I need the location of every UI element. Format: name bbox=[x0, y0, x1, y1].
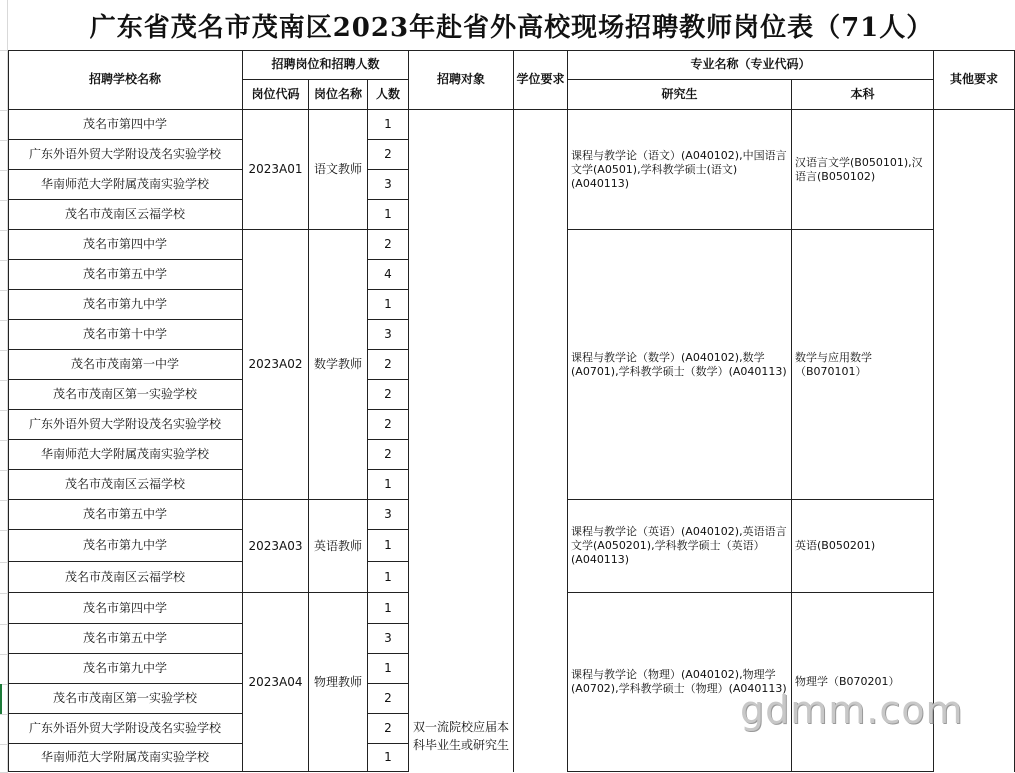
degree-cell[interactable] bbox=[514, 110, 568, 772]
count-cell[interactable]: 1 bbox=[368, 593, 409, 624]
undergraduate-major-cell[interactable]: 英语(B050201) bbox=[792, 500, 934, 593]
post-name-cell[interactable]: 物理教师 bbox=[309, 593, 368, 772]
graduate-major-cell[interactable]: 课程与教学论（数学）(A040102),数学(A0701),学科教学硕士（数学）(A040113) bbox=[568, 230, 792, 500]
count-cell[interactable]: 2 bbox=[368, 140, 409, 170]
header-graduate[interactable]: 研究生 bbox=[568, 80, 792, 110]
header-degree[interactable]: 学位要求 bbox=[514, 50, 568, 110]
school-cell[interactable]: 茂名市第九中学 bbox=[8, 290, 243, 320]
header-major-group[interactable]: 专业名称（专业代码） bbox=[568, 50, 934, 80]
post-code-cell[interactable]: 2023A01 bbox=[243, 110, 309, 230]
graduate-major-cell[interactable]: 课程与教学论（英语）(A040102),英语语言文学(A050201),学科教学硕士（英语）(A040113) bbox=[568, 500, 792, 593]
school-cell[interactable]: 茂名市茂南区云福学校 bbox=[8, 470, 243, 500]
undergraduate-major-cell[interactable]: 物理学（B070201） bbox=[792, 593, 934, 772]
graduate-major-cell[interactable]: 课程与教学论（物理）(A040102),物理学(A0702),学科教学硕士（物理）(A040113) bbox=[568, 593, 792, 772]
school-cell[interactable]: 华南师范大学附属茂南实验学校 bbox=[8, 744, 243, 772]
school-cell[interactable]: 广东外语外贸大学附设茂名实验学校 bbox=[8, 140, 243, 170]
school-cell[interactable]: 茂名市茂南区云福学校 bbox=[8, 200, 243, 230]
post-code-cell[interactable]: 2023A03 bbox=[243, 500, 309, 593]
school-cell[interactable]: 茂名市茂南区第一实验学校 bbox=[8, 380, 243, 410]
header-post-name[interactable]: 岗位名称 bbox=[309, 80, 368, 110]
school-cell[interactable]: 茂名市第五中学 bbox=[8, 260, 243, 290]
header-other[interactable]: 其他要求 bbox=[934, 50, 1015, 110]
count-cell[interactable]: 2 bbox=[368, 714, 409, 744]
count-cell[interactable]: 1 bbox=[368, 530, 409, 562]
count-cell[interactable]: 1 bbox=[368, 110, 409, 140]
undergraduate-major-cell[interactable]: 数学与应用数学（B070101） bbox=[792, 230, 934, 500]
school-cell[interactable]: 广东外语外贸大学附设茂名实验学校 bbox=[8, 410, 243, 440]
count-cell[interactable]: 3 bbox=[368, 320, 409, 350]
header-school[interactable]: 招聘学校名称 bbox=[8, 50, 243, 110]
school-cell[interactable]: 茂名市第四中学 bbox=[8, 110, 243, 140]
header-post-code[interactable]: 岗位代码 bbox=[243, 80, 309, 110]
school-cell[interactable]: 华南师范大学附属茂南实验学校 bbox=[8, 170, 243, 200]
header-post-group[interactable]: 招聘岗位和招聘人数 bbox=[243, 50, 409, 80]
count-cell[interactable]: 1 bbox=[368, 562, 409, 593]
school-cell[interactable]: 茂名市第九中学 bbox=[8, 654, 243, 684]
school-cell[interactable]: 茂名市第四中学 bbox=[8, 230, 243, 260]
selection-marker bbox=[0, 684, 2, 714]
graduate-major-cell[interactable]: 课程与教学论（语文）(A040102),中国语言文学(A0501),学科教学硕士(语文)(A040113) bbox=[568, 110, 792, 230]
post-name-cell[interactable]: 语文教师 bbox=[309, 110, 368, 230]
post-code-cell[interactable]: 2023A02 bbox=[243, 230, 309, 500]
count-cell[interactable]: 2 bbox=[368, 410, 409, 440]
count-cell[interactable]: 2 bbox=[368, 440, 409, 470]
school-cell[interactable]: 茂名市茂南区第一实验学校 bbox=[8, 684, 243, 714]
count-cell[interactable]: 2 bbox=[368, 684, 409, 714]
school-cell[interactable]: 广东外语外贸大学附设茂名实验学校 bbox=[8, 714, 243, 744]
count-cell[interactable]: 4 bbox=[368, 260, 409, 290]
count-cell[interactable]: 3 bbox=[368, 500, 409, 530]
header-count[interactable]: 人数 bbox=[368, 80, 409, 110]
count-cell[interactable]: 1 bbox=[368, 470, 409, 500]
school-cell[interactable]: 茂名市第四中学 bbox=[8, 593, 243, 624]
school-cell[interactable]: 茂名市茂南第一中学 bbox=[8, 350, 243, 380]
count-cell[interactable]: 3 bbox=[368, 170, 409, 200]
school-cell[interactable]: 华南师范大学附属茂南实验学校 bbox=[8, 440, 243, 470]
post-code-cell[interactable]: 2023A04 bbox=[243, 593, 309, 772]
table-title: 广东省茂名市茂南区2023年赴省外高校现场招聘教师岗位表（71人） bbox=[8, 0, 1015, 51]
header-target[interactable]: 招聘对象 bbox=[409, 50, 514, 110]
school-cell[interactable]: 茂名市第十中学 bbox=[8, 320, 243, 350]
post-name-cell[interactable]: 英语教师 bbox=[309, 500, 368, 593]
count-cell[interactable]: 2 bbox=[368, 380, 409, 410]
watermark-logo: gdmm.com bbox=[740, 688, 964, 732]
count-cell[interactable]: 3 bbox=[368, 624, 409, 654]
target-cell[interactable]: 双一流院校应届本科毕业生或研究生 bbox=[409, 110, 514, 772]
post-name-cell[interactable]: 数学教师 bbox=[309, 230, 368, 500]
school-cell[interactable]: 茂名市茂南区云福学校 bbox=[8, 562, 243, 593]
school-cell[interactable]: 茂名市第五中学 bbox=[8, 500, 243, 530]
school-cell[interactable]: 茂名市第五中学 bbox=[8, 624, 243, 654]
count-cell[interactable]: 1 bbox=[368, 654, 409, 684]
school-cell[interactable]: 茂名市第九中学 bbox=[8, 530, 243, 562]
other-requirements-cell[interactable] bbox=[934, 110, 1015, 772]
count-cell[interactable]: 2 bbox=[368, 230, 409, 260]
undergraduate-major-cell[interactable]: 汉语言文学(B050101),汉语言(B050102) bbox=[792, 110, 934, 230]
count-cell[interactable]: 1 bbox=[368, 290, 409, 320]
count-cell[interactable]: 2 bbox=[368, 350, 409, 380]
count-cell[interactable]: 1 bbox=[368, 744, 409, 772]
header-undergraduate[interactable]: 本科 bbox=[792, 80, 934, 110]
count-cell[interactable]: 1 bbox=[368, 200, 409, 230]
